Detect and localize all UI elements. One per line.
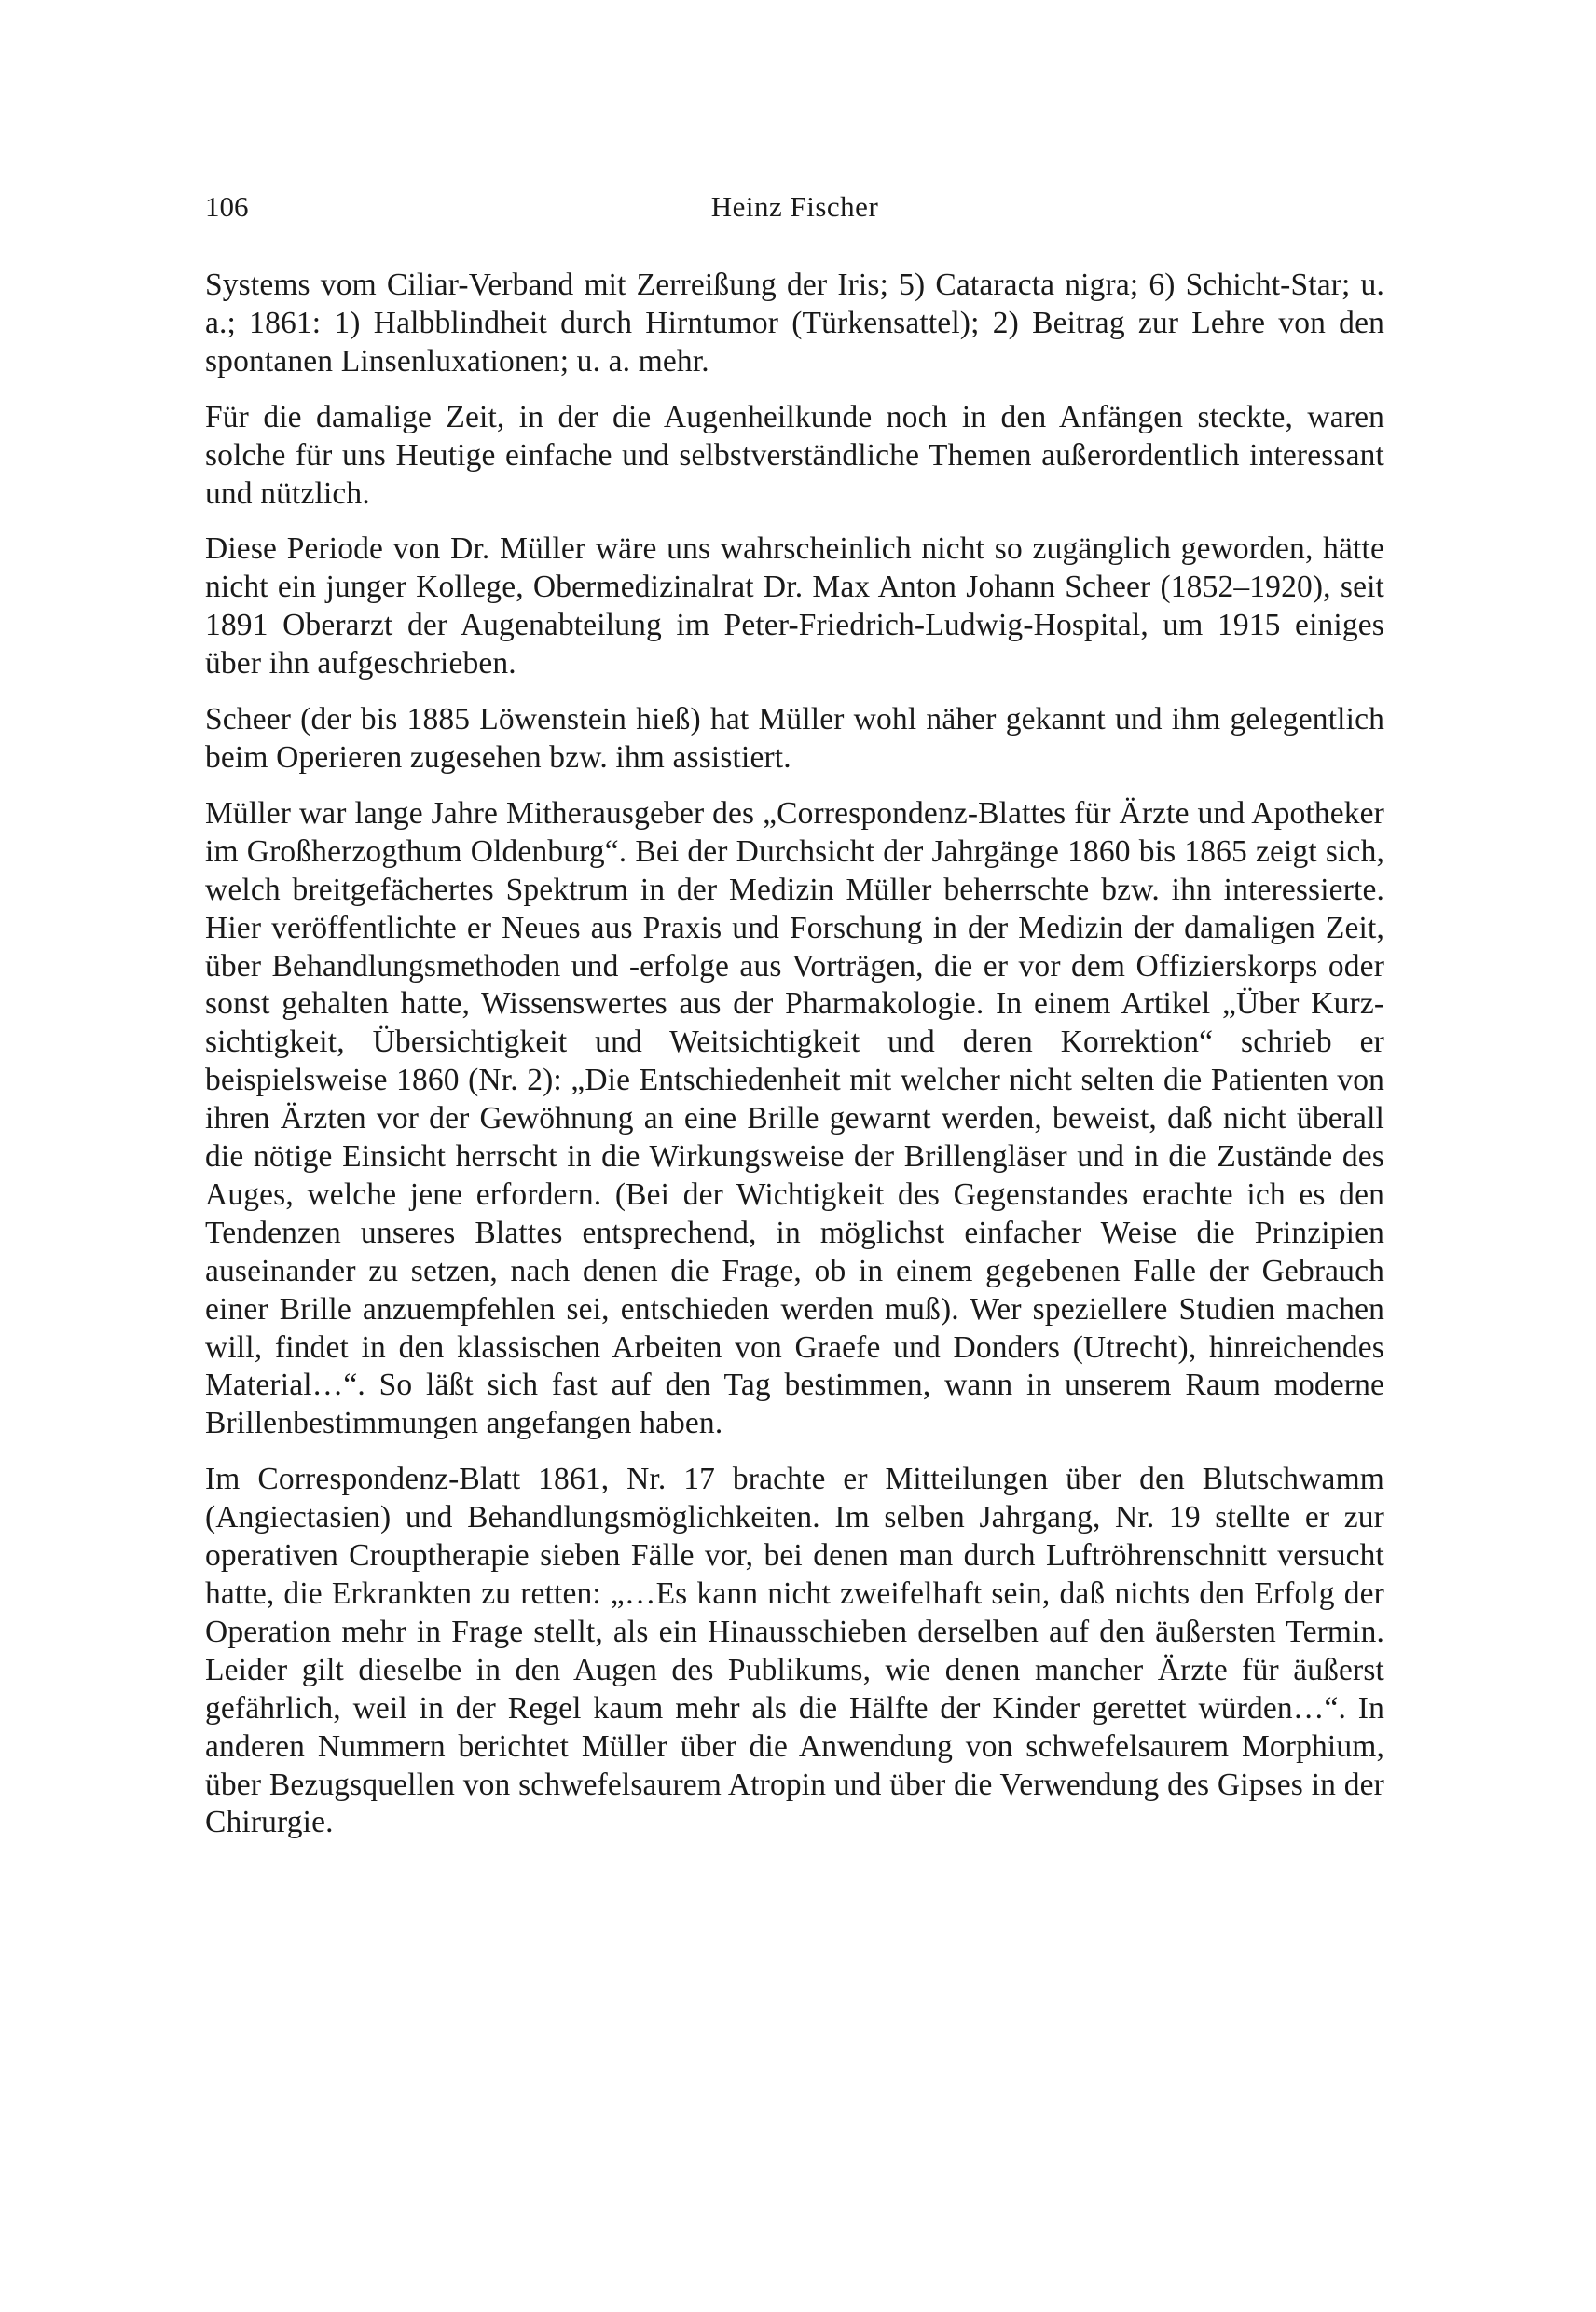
running-head: Heinz Fischer	[710, 190, 879, 223]
paragraph-2: Für die damalige Zeit, in der die Augenheilkunde noch in den Anfängen steckte, waren solche für uns Heutige einfache und selbstverständliche Themen außerordentlich interessant und nützlich.	[205, 399, 1384, 511]
paragraph-6: Im Correspondenz-Blatt 1861, Nr. 17 brachte er Mitteilungen über den Blutschwamm (Angiectasien) und Behandlungsmöglichkeiten. Im selben Jahrgang, Nr. 19 stellte er zur operativen Crouptherapie sieben Fälle vor, bei denen man durch Luftröhrenschnitt versucht hatte, die Erkrankten zu retten: „…Es kann nicht zweifelhaft sein, daß nichts den Erfolg der Operation mehr in Frage stellt, als ein Hinausschieben derselben auf den äußersten Termin. Leider gilt dieselbe in den Augen des Publikums, wie denen mancher Ärzte für äußerst gefährlich, weil in der Regel kaum mehr als die Hälfte der Kinder gerettet würden…“. In anderen Nummern berichtet Müller über die Anwendung von schwefelsaurem Morphium, über Bezugsquellen von schwefelsaurem Atropin und über die Verwendung des Gipses in der Chirurgie.	[205, 1462, 1384, 1840]
body-text	[205, 267, 1384, 1842]
paragraph-4: Scheer (der bis 1885 Löwenstein hieß) hat Müller wohl näher gekannt und ihm gelegentlich beim Operieren zugesehen bzw. ihm assistiert.	[205, 702, 1384, 775]
page-number: 106	[205, 190, 249, 223]
page-header	[205, 188, 1384, 235]
paragraph-5: Müller war lange Jahre Mitherausgeber des „Correspondenz-Blattes für Ärzte und Apotheker im Großherzogthum Oldenburg“. Bei der Durchsicht der Jahrgänge 1860 bis 1865 zeigt sich, welch breitgefächertes Spektrum in der Medizin Müller beherrschte bzw. ihn interessierte. Hier veröffentlichte er Neues aus Praxis und Forschung in der Medizin der damaligen Zeit, über Behandlungsmethoden und -erfolge aus Vorträgen, die er vor dem Offizierskorps oder sonst gehalten hatte, Wissenswertes aus der Pharmakologie. In einem Artikel „Über Kurzsichtigkeit, Übersichtigkeit und Weitsichtigkeit und deren Korrektion“ schrieb er beispielsweise 1860 (Nr. 2): „Die Entschiedenheit mit welcher nicht selten die Patienten von ihren Ärzten vor der Gewöhnung an eine Brille gewarnt werden, beweist, daß nicht überall die nötige Einsicht herrscht in die Wirkungsweise der Brillengläser und in die Zustände des Auges, welche jene erfordern. (Bei der Wichtigkeit des Gegenstandes erachte ich es den Tendenzen unseres Blattes entsprechend, in möglichst einfacher Weise die Prinzipien auseinander zu setzen, nach denen die Frage, ob in einem gegebenen Falle der Gebrauch einer Brille anzuempfehlen sei, entschieden werden muß). Wer speziellere Studien machen will, findet in den klassischen Arbeiten von Graefe und Donders (Utrecht), hinreichendes Material…“. So läßt sich fast auf den Tag bestimmen, wann in unserem Raum moderne Brillenbestimmungen angefangen haben.	[205, 795, 1384, 1441]
paragraph-3: Diese Periode von Dr. Müller wäre uns wahrscheinlich nicht so zugänglich geworden, hätte nicht ein junger Kollege, Obermedizinalrat Dr. Max Anton Johann Scheer (1852–1920), seit 1891 Oberarzt der Augenabteilung im Peter-Friedrich-Ludwig-Hospital, um 1915 einiges über ihn aufgeschrieben.	[205, 531, 1384, 681]
paragraph-1: Systems vom Ciliar-Verband mit Zerreißung der Iris; 5) Cataracta nigra; 6) Schicht-Star; u. a.; 1861: 1) Halbblindheit durch Hirntumor (Türkensattel); 2) Beitrag zur Lehre von den spontanen Linsenluxationen; u. a. mehr.	[205, 268, 1384, 378]
